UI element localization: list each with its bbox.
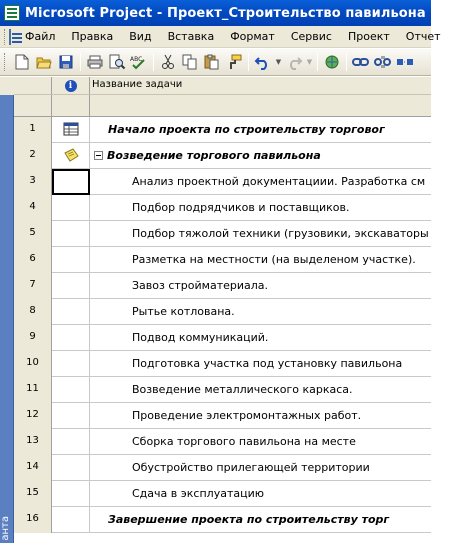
table-row[interactable]	[14, 143, 431, 169]
print-icon[interactable]	[84, 51, 106, 73]
copy-icon[interactable]	[179, 51, 201, 73]
link-tasks-icon[interactable]	[350, 51, 372, 73]
task-name-cell[interactable]	[92, 377, 431, 403]
task-name-text: Подбор подрядчиков и поставщиков.	[132, 201, 350, 214]
svg-text:ABC: ABC	[130, 56, 143, 63]
row-id-cell[interactable]: 6	[14, 247, 52, 273]
toolbar-separator	[317, 53, 318, 71]
table-row[interactable]	[14, 169, 431, 195]
indicator-cell[interactable]	[52, 325, 90, 351]
indicator-cell[interactable]	[52, 481, 90, 507]
row-id-cell[interactable]: 4	[14, 195, 52, 221]
task-name-cell[interactable]	[92, 481, 431, 507]
task-name-text: Подвод коммуникаций.	[132, 331, 269, 344]
row-id-cell[interactable]: 15	[14, 481, 52, 507]
task-name-cell[interactable]	[92, 169, 431, 195]
menu-tools[interactable]: Сервис	[290, 30, 332, 43]
task-name-column-header[interactable]: Название задачи	[92, 79, 183, 90]
cut-icon[interactable]	[157, 51, 179, 73]
indicators-column-header[interactable]	[52, 77, 90, 95]
menu-edit[interactable]: Правка	[71, 30, 114, 43]
indicator-cell[interactable]	[52, 247, 90, 273]
row-id-cell[interactable]: 14	[14, 455, 52, 481]
select-all-corner[interactable]	[14, 95, 52, 117]
hyperlink-icon[interactable]	[321, 51, 343, 73]
row-id-cell[interactable]: 3	[14, 169, 52, 195]
indicator-cell[interactable]	[52, 429, 90, 455]
header-top-strip	[0, 77, 14, 95]
document-icon[interactable]	[9, 29, 11, 45]
table-row[interactable]	[14, 351, 431, 377]
standard-toolbar	[0, 49, 431, 76]
task-name-text: Сборка торгового павильона на месте	[132, 435, 356, 448]
menu-file[interactable]: Файл	[25, 30, 56, 43]
menu-grip-handle[interactable]	[4, 29, 5, 45]
indicator-cell[interactable]	[52, 507, 90, 533]
spelling-icon[interactable]	[128, 51, 150, 73]
menu-report[interactable]: Отчет	[405, 30, 441, 43]
task-name-cell[interactable]	[92, 455, 431, 481]
task-name-cell[interactable]	[92, 507, 431, 533]
task-name-cell[interactable]	[92, 143, 431, 169]
table-row[interactable]	[14, 507, 431, 533]
task-name-text: Проведение электромонтажных работ.	[132, 409, 362, 422]
split-task-icon[interactable]	[394, 51, 416, 73]
indicator-cell[interactable]	[52, 403, 90, 429]
print-preview-icon[interactable]	[106, 51, 128, 73]
table-row[interactable]	[14, 377, 431, 403]
task-name-text: Сдача в эксплуатацию	[132, 487, 264, 500]
indicator-cell[interactable]	[52, 455, 90, 481]
table-row[interactable]	[14, 195, 431, 221]
task-name-text: Возведение торгового павильона	[107, 149, 321, 162]
table-row[interactable]	[14, 273, 431, 299]
indicator-cell[interactable]	[52, 299, 90, 325]
task-name-cell[interactable]	[92, 247, 431, 273]
row-id-cell[interactable]: 1	[14, 117, 52, 143]
column-header-row	[0, 77, 431, 117]
row-id-cell[interactable]: 12	[14, 403, 52, 429]
new-icon[interactable]	[11, 51, 33, 73]
open-icon[interactable]	[33, 51, 55, 73]
row-id-cell[interactable]: 7	[14, 273, 52, 299]
toolbar-separator	[248, 53, 249, 71]
menu-bar	[0, 26, 441, 48]
view-bar-label: анта	[0, 516, 11, 541]
indicator-cell[interactable]	[52, 169, 90, 195]
task-name-text: Начало проекта по строительству торговог	[108, 123, 385, 136]
row-id-cell[interactable]: 11	[14, 377, 52, 403]
task-name-cell[interactable]	[92, 351, 431, 377]
toolbar-grip-handle[interactable]	[4, 53, 7, 71]
task-name-cell[interactable]	[92, 195, 431, 221]
task-name-cell[interactable]	[92, 299, 431, 325]
note-icon	[63, 148, 79, 165]
row-id-cell[interactable]: 2	[14, 143, 52, 169]
task-name-text: Анализ проектной документациии. Разработка см	[132, 175, 426, 188]
view-bar[interactable]	[0, 95, 14, 543]
format-painter-icon[interactable]	[223, 51, 245, 73]
indicator-cell[interactable]	[52, 143, 90, 169]
task-grid	[0, 77, 431, 543]
indicator-cell[interactable]	[52, 273, 90, 299]
menu-insert[interactable]: Вставка	[167, 30, 215, 43]
table-row[interactable]	[14, 403, 431, 429]
indicator-cell[interactable]	[52, 221, 90, 247]
indicator-cell[interactable]	[52, 195, 90, 221]
collapse-icon[interactable]	[94, 151, 103, 160]
task-name-cell[interactable]	[92, 221, 431, 247]
task-name-cell[interactable]	[92, 429, 431, 455]
indicator-cell[interactable]	[52, 351, 90, 377]
table-row[interactable]	[14, 455, 431, 481]
indicator-cell[interactable]	[52, 117, 90, 143]
row-id-cell[interactable]: 10	[14, 351, 52, 377]
task-name-text: Обустройство прилегающей территории	[132, 461, 370, 474]
toolbar-separator	[346, 53, 347, 71]
table-row[interactable]	[14, 429, 431, 455]
row-id-cell[interactable]: 8	[14, 299, 52, 325]
menu-project[interactable]: Проект	[347, 30, 390, 43]
task-name-cell[interactable]	[92, 117, 431, 143]
table-row[interactable]	[14, 299, 431, 325]
undo-icon[interactable]	[252, 51, 274, 73]
project-app-icon[interactable]	[4, 5, 20, 21]
task-name-text: Рытье котлована.	[132, 305, 235, 318]
indicator-cell[interactable]	[52, 377, 90, 403]
task-name-text: Возведение металлического каркаса.	[132, 383, 353, 396]
menu-view[interactable]: Вид	[129, 30, 152, 43]
table-icon	[63, 122, 79, 139]
undo-dropdown-icon[interactable]: ▼	[275, 58, 282, 66]
menu-format[interactable]: Формат	[230, 30, 275, 43]
task-name-cell[interactable]	[92, 403, 431, 429]
save-icon[interactable]	[55, 51, 77, 73]
indicators-header-lower	[52, 95, 90, 117]
toolbar-separator	[153, 53, 154, 71]
task-name-cell[interactable]	[92, 273, 431, 299]
task-rows	[14, 117, 431, 533]
window-title: Microsoft Project - Проект_Строительство павильона	[25, 5, 426, 21]
task-name-text: Подготовка участка под установку павильона	[132, 357, 403, 370]
redo-dropdown-icon[interactable]: ▼	[306, 58, 313, 66]
redo-icon[interactable]	[283, 51, 305, 73]
table-row[interactable]	[14, 221, 431, 247]
task-name-text: Разметка на местности (на выделеном участке).	[132, 253, 416, 266]
task-name-text: Завоз стройматериала.	[132, 279, 269, 292]
title-bar	[0, 0, 431, 26]
toolbar-separator	[80, 53, 81, 71]
table-row[interactable]	[14, 481, 431, 507]
task-name-text: Завершение проекта по строительству торг	[108, 513, 390, 526]
task-name-cell[interactable]	[92, 325, 431, 351]
row-id-cell[interactable]: 16	[14, 507, 52, 533]
row-id-cell[interactable]: 13	[14, 429, 52, 455]
paste-icon[interactable]	[201, 51, 223, 73]
row-id-cell[interactable]: 9	[14, 325, 52, 351]
table-row[interactable]	[14, 325, 431, 351]
header-corner-top	[14, 77, 52, 95]
unlink-tasks-icon[interactable]	[372, 51, 394, 73]
task-name-text: Подбор тяжолой техники (грузовики, экскаваторы	[132, 227, 429, 240]
info-icon: i	[65, 80, 77, 92]
table-row[interactable]	[14, 117, 431, 143]
table-row[interactable]	[14, 247, 431, 273]
row-id-cell[interactable]: 5	[14, 221, 52, 247]
